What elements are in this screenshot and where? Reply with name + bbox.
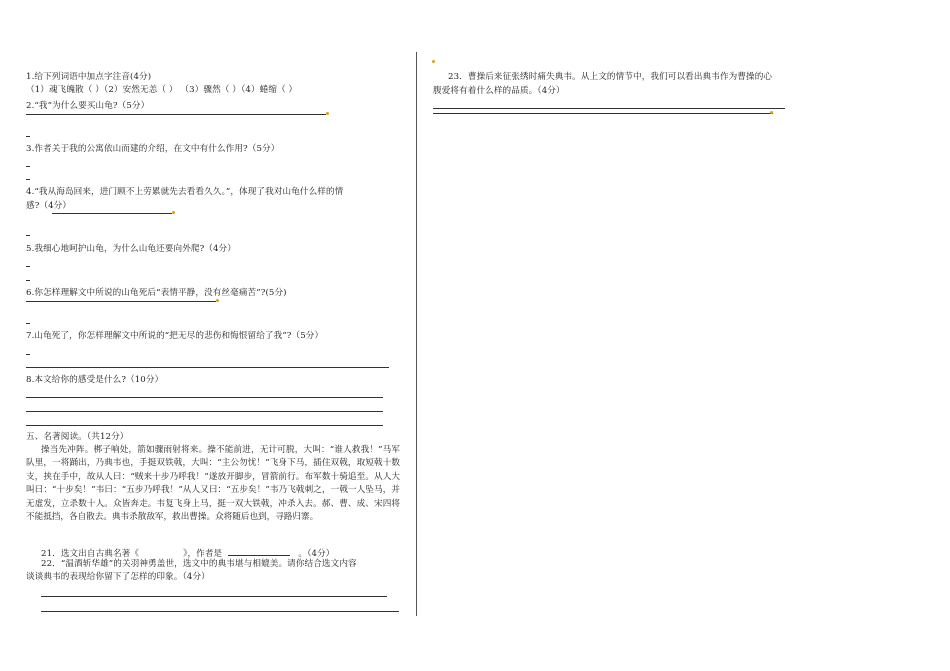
question-21-prefix: 21．选文出自古典名著《 (41, 549, 140, 559)
answer-dash (26, 266, 30, 267)
mark-dot (172, 211, 175, 214)
answer-line[interactable] (52, 213, 172, 214)
mark-dot (326, 112, 329, 115)
author-blank[interactable] (228, 546, 290, 556)
question-7: 7.山龟死了，你怎样理解文中所说的“把无尽的悲伤和悔恨留给了我”?（5分） (26, 331, 324, 341)
answer-line[interactable] (41, 611, 399, 612)
question-2: 2.“我”为什么要买山龟?（5分） (26, 101, 150, 111)
question-8: 8.本文给你的感受是什么?（10分） (26, 375, 164, 385)
answer-line[interactable] (26, 425, 383, 426)
answer-line[interactable] (26, 301, 216, 302)
question-22-line2: 谈谈典韦的表现给你留下了怎样的印象。（4分） (26, 572, 210, 582)
question-4-line1: 4.“我从海岛回来，进门顾不上劳累就先去看看久久。”，体现了我对山龟什么样的情 (26, 187, 344, 197)
column-divider (416, 52, 417, 616)
answer-dash (26, 354, 30, 355)
answer-dash (26, 136, 30, 137)
mark-dot (770, 111, 773, 114)
book-title-blank[interactable] (139, 547, 183, 556)
mark-dot (432, 60, 435, 63)
question-21 (41, 546, 334, 560)
answer-line[interactable] (26, 411, 383, 412)
question-6: 6.你怎样理解文中所说的山龟死后“表情平静，没有丝毫痛苦”?(5分) (26, 288, 287, 298)
question-1-stem: 1.给下列词语中加点字注音(4分) (26, 72, 152, 82)
question-21-suffix: 。（4分） (298, 549, 335, 559)
answer-line[interactable] (41, 596, 387, 597)
mark-dot (216, 299, 219, 302)
answer-dash (26, 235, 30, 236)
section-5-title: 五、名著阅读。（共12分） (26, 432, 129, 442)
answer-line[interactable] (26, 367, 389, 368)
answer-dash (26, 323, 30, 324)
question-3: 3.作者关于我的公寓依山而建的介绍，在文中有什么作用?（5分） (26, 144, 280, 154)
reading-passage: 操当先冲阵。梆子响处，箭如骤雨射将来。操不能前进，无计可脱，大叫：“谁人救我！”马军队里，一将踊出，乃典韦也，手挺双铁戟，大叫：“主公勿忧！”飞身下马，插住双戟，取短戟十数支，挟在手中，故从人曰：“贼来十步乃呼我！”遂放开脚步，冒箭前行。布军数十骑追至。从人大叫曰：“十步矣！”韦曰：“五步乃呼我！”从人又曰：“五步矣！”韦乃飞戟刺之，一戟一人坠马，并无虚发，立杀数十人。众皆奔走。韦复飞身上马，挺一双大铁戟，冲杀入去。郝、曹、成、宋四将不能抵挡，各自散去。典韦杀散敌军，救出曹操。众将随后也到，寻路归寨。 (26, 445, 400, 523)
answer-line[interactable] (433, 108, 785, 109)
answer-line[interactable] (26, 397, 383, 398)
question-21-middle: 》，作者是 (183, 549, 223, 559)
answer-line[interactable] (26, 114, 326, 115)
answer-dash (26, 280, 30, 281)
question-5: 5.我细心地呵护山龟，为什么山龟还要向外爬?（4分） (26, 244, 236, 254)
question-4-line2: 感?（4分） (26, 201, 72, 211)
question-23-line1: 23．曹操后来征张绣时痛失典韦。从上文的情节中，我们可以看出典韦作为曹操的心 (448, 72, 773, 82)
answer-dash (26, 166, 30, 167)
question-1-items: （1）魂飞魄散（ ）（2）安然无恙（ ） （3）骤然（ ）（4）蜷缩（ ） (26, 85, 298, 95)
question-22-line1: 22．“温酒斩华雄”的关羽神勇盖世，选文中的典韦堪与相媲美。请你结合选文内容 (41, 559, 357, 569)
answer-line[interactable] (433, 113, 773, 114)
answer-dash (26, 179, 30, 180)
question-23-line2: 腹爱将有着什么样的品质。（4分） (433, 86, 565, 96)
